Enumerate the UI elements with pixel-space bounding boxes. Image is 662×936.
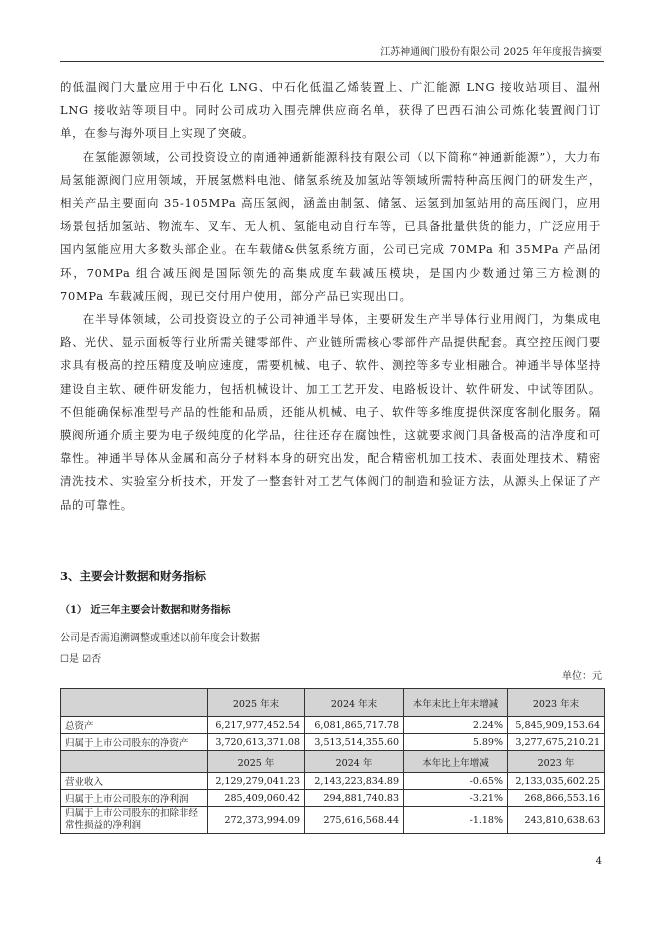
table-header-cell: 2024 年 <box>305 751 404 773</box>
row-label: 归属于上市公司股东的扣除非经常性损益的净利润 <box>61 807 208 834</box>
table-cell: 6,217,977,452.54 <box>208 717 305 734</box>
table-header-cell <box>61 689 208 717</box>
table-header-cell: 本年比上年增减 <box>404 751 508 773</box>
financial-data-table <box>60 688 605 834</box>
row-label: 归属于上市公司股东的净利润 <box>61 790 208 807</box>
table-row <box>61 734 605 751</box>
section-title: 3、主要会计数据和财务指标 <box>60 569 207 583</box>
table-cell: 294,881,740.83 <box>305 790 404 807</box>
table-cell: 5.89% <box>404 734 508 751</box>
table-cell: 6,081,865,717.78 <box>305 717 404 734</box>
header-divider <box>60 61 604 62</box>
table-header-cell: 2023 年 <box>508 751 605 773</box>
row-label: 总资产 <box>61 717 208 734</box>
table-cell: -1.18% <box>404 807 508 834</box>
table-cell: 2,143,223,834.89 <box>305 773 404 790</box>
table-cell: 3,513,514,355.60 <box>305 734 404 751</box>
table-cell: 5,845,909,153.64 <box>508 717 605 734</box>
table-header-row <box>61 689 605 717</box>
page-number: 4 <box>595 856 602 867</box>
table-header-cell: 本年末比上年末增减 <box>404 689 508 717</box>
paragraph-lng: 的低温阀门大量应用于中石化 LNG、中石化低温乙烯装置上、广汇能源 LNG 接收站项目、温州 LNG 接收站等项目中。同时公司成功入围壳牌供应商名单，获得了巴西石油公司炼化装置阀门订单，在参与海外项目上实现了突破。 <box>60 80 601 141</box>
restatement-options: ☐是 ☑否 <box>60 654 102 665</box>
table-cell: -3.21% <box>404 790 508 807</box>
table-header-row <box>61 751 605 773</box>
table-row <box>61 773 605 790</box>
table-row <box>61 717 605 734</box>
paragraph-semiconductor: 在半导体领域，公司投资设立的子公司神通半导体，主要研发生产半导体行业用阀门，为集成电路、光伏、显示面板等行业所需关键零部件、产业链所需核心零部件产品提供配套。真空控压阀门要求具有极高的控压精度及响应速度，需要机械、电子、软件、测控等多专业相融合。神通半导体坚持建设自主软、硬件研发能力，包括机械设计、加工工艺开发、电路板设计、软件研发、中试等团队。不但能确保标准型号产品的性能和品质，还能从机械、电子、软件等多维度提供深度客制化服务。隔膜阀所通介质主要为电子级纯度的化学品，往往还存在腐蚀性，这就要求阀门具备极高的洁净度和可靠性。神通半导体从金属和高分子材料本身的研究出发，配合精密机加工技术、表面处理技术、精密清洗技术、实验室分析技术，开发了一整套针对工艺气体阀门的制造和验证方法，从源头上保证了产品的可靠性。 <box>60 312 601 512</box>
table-header-cell: 2023 年末 <box>508 689 605 717</box>
section-subtitle: （1） 近三年主要会计数据和财务指标 <box>60 605 231 616</box>
table-cell: 2,129,279,041.23 <box>208 773 305 790</box>
table-cell: 3,720,613,371.08 <box>208 734 305 751</box>
row-label: 营业收入 <box>61 773 208 790</box>
table-cell: 285,409,060.42 <box>208 790 305 807</box>
report-header-title: 江苏神通阀门股份有限公司 2025 年年度报告摘要 <box>380 47 602 58</box>
restatement-question: 公司是否需追溯调整或重述以前年度会计数据 <box>60 633 260 644</box>
table-header-cell <box>61 751 208 773</box>
table-row <box>61 790 605 807</box>
table-cell: 268,866,553.16 <box>508 790 605 807</box>
table-cell: 275,616,568.44 <box>305 807 404 834</box>
row-label: 归属于上市公司股东的净资产 <box>61 734 208 751</box>
table-cell: 2,133,035,602.25 <box>508 773 605 790</box>
table-header-cell: 2024 年末 <box>305 689 404 717</box>
table-header-cell: 2025 年 <box>208 751 305 773</box>
table-cell: 272,373,994.09 <box>208 807 305 834</box>
table-cell: -0.65% <box>404 773 508 790</box>
unit-label: 单位：元 <box>562 671 602 682</box>
body-text <box>60 76 601 517</box>
table-cell: 3,277,675,210.21 <box>508 734 605 751</box>
table-header-cell: 2025 年末 <box>208 689 305 717</box>
table-row <box>61 807 605 834</box>
table-cell: 2.24% <box>404 717 508 734</box>
paragraph-hydrogen: 在氢能源领域，公司投资设立的南通神通新能源科技有限公司（以下简称“神通新能源”），大力布局氢能源阀门应用领域，开展氢燃料电池、储氢系统及加氢站等领域所需特种高压阀门的研发生产，相关产品主要面向 35-105MPa 高压氢阀，涵盖由制氢、储氢、运氢到加氢站用的高压阀门，应用场景包括加氢站、物流车、叉车、无人机、氢能电动自行车等，已具备批量供货的能力，广泛应用于国内氢能应用大多数头部企业。在车载储&供氢系统方面，公司已完成 70MPa 和 35MPa 产品闭环，70MPa 组合减压阀是国际领先的高集成度车载减压模块，是国内少数通过第三方检测的 70MPa 车载减压阀，现已交付用户使用，部分产品已实现出口。 <box>60 149 601 303</box>
table-cell: 243,810,638.63 <box>508 807 605 834</box>
